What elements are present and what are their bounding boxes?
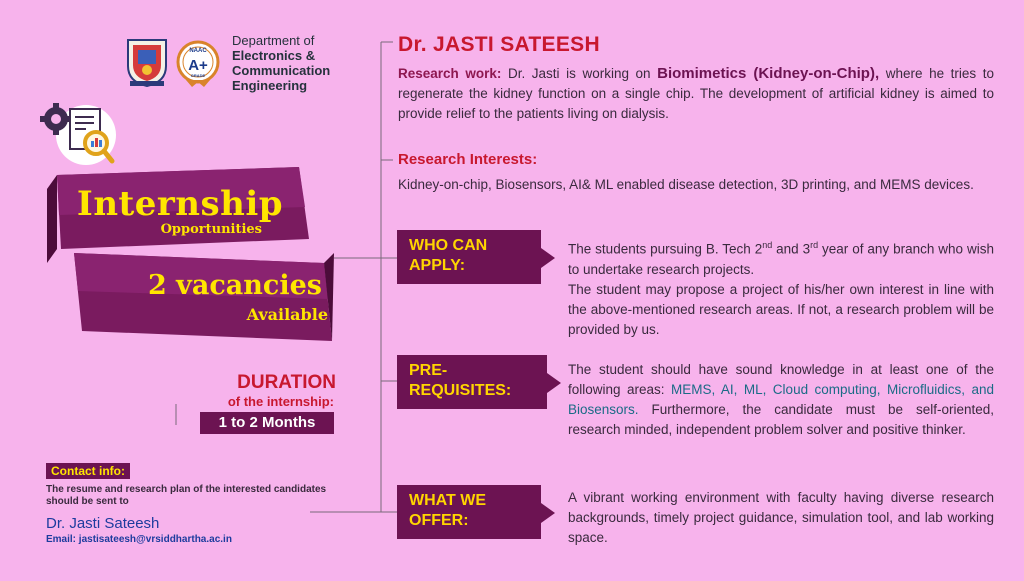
- contact-label: Contact info:: [46, 463, 130, 479]
- internship-title: Internship: [76, 184, 284, 224]
- who-can-apply-text: [568, 235, 994, 340]
- pre-highlight: MEMS, AI, ML, Cloud computing, Microfluidics, and Biosensors.: [568, 382, 994, 417]
- svg-text:NAAC: NAAC: [189, 48, 207, 54]
- offer-tag-line-2: OFFER:: [409, 512, 469, 529]
- svg-text:A+: A+: [188, 57, 208, 74]
- research-text-post: where he tries to regenerate the kidney function on a single chip. The development of artificial kidney is aimed to provide relief to the patients living on dialysis.: [398, 66, 994, 121]
- what-we-offer-tag: [397, 485, 541, 539]
- pre-text-part-2: Furthermore, the candidate must be self-oriented, research minded, independent problem solver and positive thinker.: [568, 402, 994, 437]
- duration-value: 1 to 2 Months: [200, 412, 334, 434]
- duration-subtitle: of the internship:: [227, 394, 334, 409]
- research-work-paragraph: [398, 64, 994, 124]
- faculty-name: Dr. JASTI SATEESH: [398, 33, 600, 56]
- svg-text:GRADE: GRADE: [190, 73, 206, 78]
- contact-text: The resume and research plan of the interested candidates should be sent to: [46, 484, 327, 507]
- document-gear-magnifier-icon: [36, 97, 116, 171]
- who-text-part-3: year of any branch who wish to undertake research projects.: [568, 241, 994, 277]
- offer-tag-line-1: WHAT WE: [409, 492, 487, 509]
- dept-line-1: Department of: [232, 33, 315, 48]
- who-can-apply-tag: [397, 230, 541, 284]
- naac-badge-icon: [176, 40, 220, 88]
- internship-subtitle: Opportunities: [160, 222, 262, 237]
- pre-text-part-1: The student should have sound knowledge in at least one of the following areas:: [568, 362, 994, 397]
- who-tag-line-1: WHO CAN: [409, 237, 488, 254]
- college-logo-icon: [124, 36, 170, 88]
- prerequisites-text: [568, 360, 994, 440]
- vacancies-subtitle: Available: [246, 305, 328, 324]
- contact-name: Dr. Jasti Sateesh: [46, 515, 160, 532]
- dept-line-3: Communication: [232, 63, 331, 78]
- interests-text: Kidney-on-chip, Biosensors, AI& ML enabled disease detection, 3D printing, and MEMS devices.: [398, 177, 974, 192]
- research-highlight: Biomimetics (Kidney-on-Chip),: [657, 65, 880, 82]
- department-name: [232, 33, 382, 93]
- pre-tag-line-1: PRE-: [409, 362, 448, 379]
- who-sup-2: rd: [810, 240, 819, 250]
- who-text-part-4: The student may propose a project of his/her own interest in line with the above-mentioned research areas. If not, a research problem will be provided by us.: [568, 281, 994, 337]
- pre-tag-line-2: REQUISITES:: [409, 382, 512, 399]
- research-label: Research work:: [398, 66, 502, 81]
- dept-line-2: Electronics &: [232, 48, 316, 63]
- interests-label: Research Interests:: [398, 151, 538, 168]
- duration-title: DURATION: [237, 372, 336, 393]
- who-text-part-2: and 3: [772, 241, 811, 257]
- contact-email-link[interactable]: Email: jastisateesh@vrsiddhartha.ac.in: [46, 534, 232, 545]
- tag-arrow-icon: [547, 373, 561, 393]
- who-tag-line-2: APPLY:: [409, 257, 466, 274]
- research-text-pre: Dr. Jasti is working on: [501, 66, 658, 81]
- who-text-part-1: The students pursuing B. Tech 2: [568, 241, 763, 257]
- who-sup-1: nd: [762, 240, 773, 250]
- dept-line-4: Engineering: [232, 78, 308, 93]
- tag-arrow-icon: [541, 248, 555, 268]
- what-we-offer-text: A vibrant working environment with faculty having diverse research backgrounds, timely project guidance, simulation tool, and lab working space.: [568, 490, 994, 545]
- prerequisites-tag: [397, 355, 547, 409]
- vacancies-title: 2 vacancies: [147, 270, 322, 301]
- tag-arrow-icon: [541, 503, 555, 523]
